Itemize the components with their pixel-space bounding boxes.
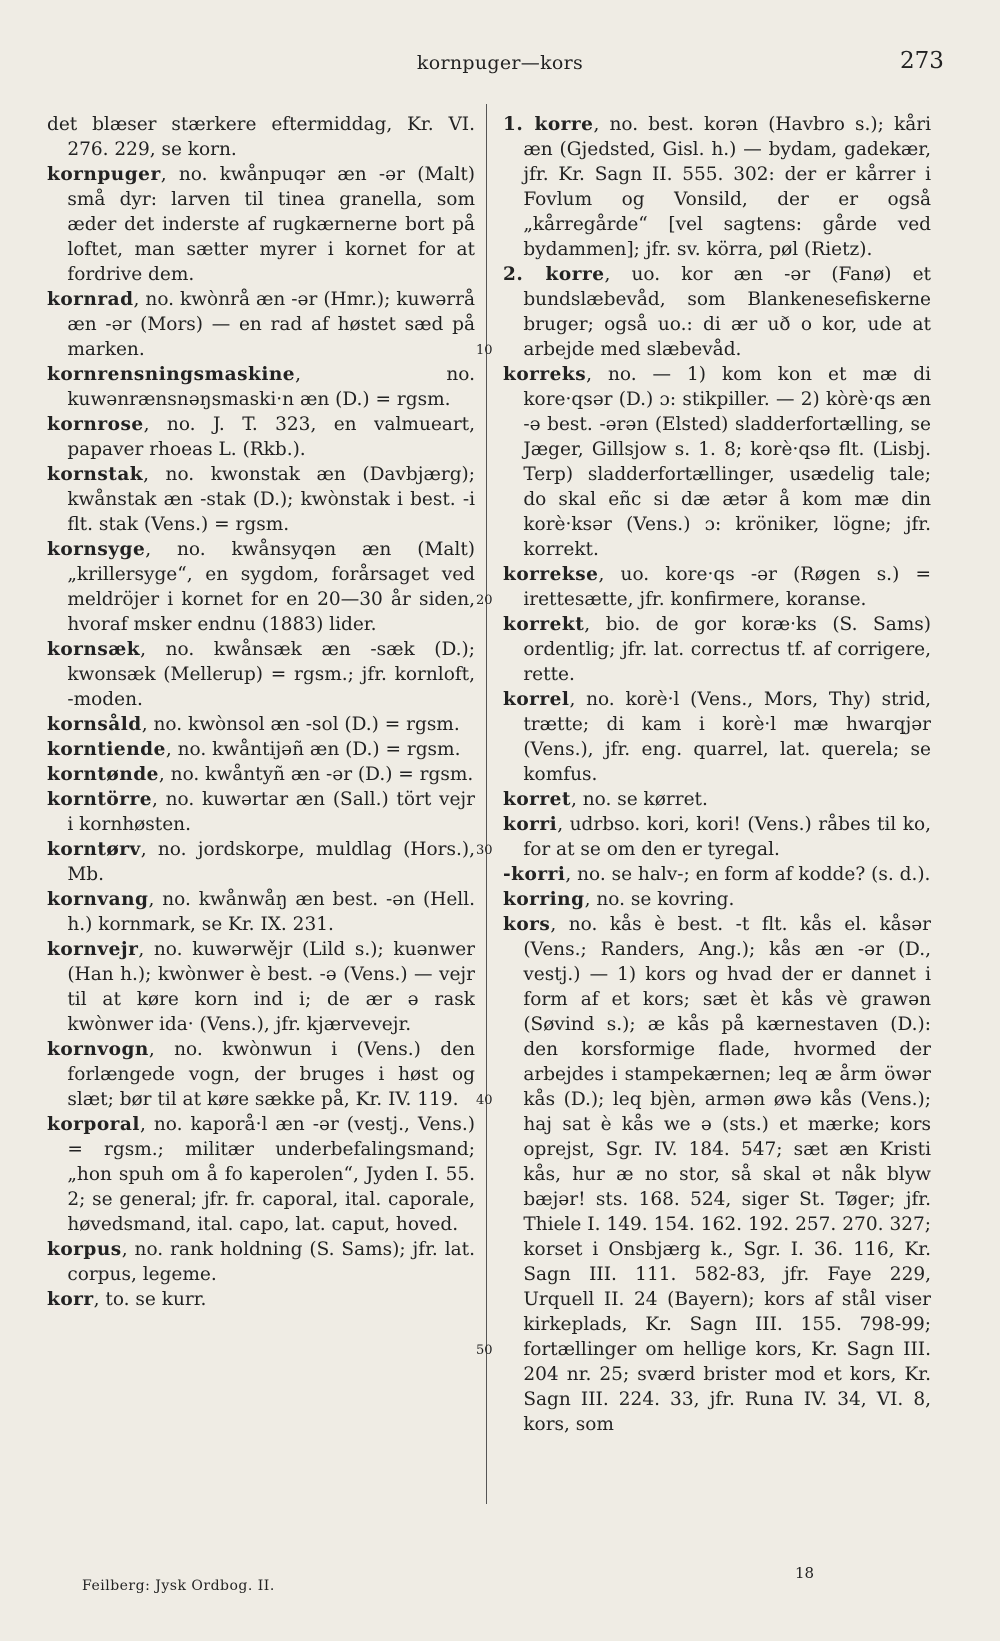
entry-definition: , no. kwònsol æn -sol (D.) = rgsm. (141, 714, 460, 735)
entry-headword: kornstak (47, 464, 144, 485)
entry-definition: , no. — 1) kom kon et mæ di kore·qsər (D.) ɔ: stikpiller. — 2) kòrè·qs æn -ə best. -ərən (Elsted) sladderfortælling, se Jæger, Gillsjow s. 1. 8; korè·qsə flt. (Lisbj. Terp) sladderfortællinger, usædelig tale; do skal eñc si dæ ætər å kom mæ din korè·ksər (Vens.) ɔ: kröniker, lögne; jfr. korrekt. (523, 364, 931, 560)
dictionary-entry (503, 112, 931, 262)
entry-headword: kornrad (47, 289, 134, 310)
entry-definition: , no. rank holdning (S. Sams); jfr. lat. corpus, legeme. (67, 1239, 475, 1285)
entry-definition: , no. se kørret. (570, 789, 708, 810)
dictionary-entry (47, 1112, 475, 1237)
entry-headword: -korri (503, 864, 566, 885)
dictionary-entry (503, 812, 931, 862)
dictionary-entry (47, 287, 475, 362)
entry-headword: kornvogn (47, 1039, 149, 1060)
entry-definition: , udrbso. kori, kori! (Vens.) råbes til ko, for at se om den er tyregal. (523, 814, 931, 860)
entry-headword: korring (503, 889, 585, 910)
dictionary-entry (47, 837, 475, 887)
entry-headword: korrekt (503, 614, 585, 635)
right-column (503, 112, 931, 1572)
dictionary-entry (47, 887, 475, 937)
entry-headword: korntønde (47, 764, 159, 785)
entry-headword: korporal (47, 1114, 140, 1135)
entry-definition: , no. kuwərwějr (Lild s.); kuənwer (Han h.); kwònwer è best. -ə (Vens.) — vejr til at køre korn ind i; de ær ə rask kwònwer ida· (Vens.), jfr. kjærvevejr. (67, 939, 475, 1035)
entry-definition: , no. kwåntijəñ æn (D.) = rgsm. (165, 739, 461, 760)
dictionary-entry (47, 1287, 475, 1312)
line-number-50: 50 (476, 1343, 493, 1358)
entry-definition: , no. se kovring. (584, 889, 735, 910)
dictionary-entry (47, 537, 475, 637)
line-number-20: 20 (476, 593, 493, 608)
entry-definition: , no. kaporå·l æn -ər (vestj., Vens.) = rgsm.; militær underbefalingsmand; „hon spuh om å fo kaperolen“, Jyden I. 55. 2; se general; jfr. fr. caporal, ital. caporale, høvedsmand, ital. capo, lat. caput, hoved. (67, 1114, 475, 1235)
entry-headword: kornvejr (47, 939, 139, 960)
entry-definition: , no. kwånwåŋ æn best. -ən (Hell. h.) kornmark, se Kr. IX. 231. (67, 889, 475, 935)
dictionary-entry (503, 912, 931, 1437)
entry-definition: det blæser stærkere eftermiddag, Kr. VI. 276. 229, se korn. (47, 114, 475, 160)
dictionary-entry (503, 687, 931, 787)
dictionary-entry (47, 762, 475, 787)
dictionary-entry (503, 562, 931, 612)
dictionary-entry (47, 112, 475, 162)
dictionary-entry (47, 712, 475, 737)
column-divider (486, 104, 487, 1504)
entry-headword: kors (503, 914, 551, 935)
entry-definition: , no. kuwərtar æn (Sall.) tört vejr i kornhøsten. (67, 789, 475, 835)
line-number-30: 30 (476, 843, 493, 858)
dictionary-entry (47, 462, 475, 537)
entry-headword: korri (503, 814, 558, 835)
dictionary-entry (503, 612, 931, 687)
entry-headword: korntörre (47, 789, 153, 810)
page-number: 273 (900, 48, 944, 74)
dictionary-entry (47, 162, 475, 287)
entry-definition: , to. se kurr. (93, 1289, 207, 1310)
line-number-40: 40 (476, 1093, 493, 1108)
dictionary-entry (47, 937, 475, 1037)
entry-definition: , no. kås è best. -t flt. kås el. kåsər (Vens.; Randers, Ang.); kås æn -ər (D., vestj.) — 1) kors og hvad der er dannet i form af et kors; sæt èt kås vè grawən (Søvind s.); æ kås på kærnestaven (D.): den korsformige flade, hvormed der arbejdes i stampekærnen; leq æ årm öwər kås (D.); leq bjèn, armən øwə kås (Vens.); haj sat è kås we ə (sts.) et mærke; kors oprejst, Sgr. IV. 184. 547; sæt æn Kristi kås, hur æ no stor, så skal ət nåk blyw bæjər! sts. 168. 524, siger St. Tøger; jfr. Thiele I. 149. 154. 162. 192. 257. 270. 327; korset i Onsbjærg k., Sgr. I. 36. 116, Kr. Sagn III. 111. 582-83, jfr. Faye 229, Urquell II. 24 (Bayern); kors af stål viser kirkeplads, Kr. Sagn III. 155. 798-99; fortællinger om hellige kors, Kr. Sagn III. 204 nr. 25; sværd brister mod et kors, Kr. Sagn III. 224. 33, jfr. Runa IV. 34, VI. 8, kors, som (523, 914, 931, 1435)
entry-headword: korrekse (503, 564, 599, 585)
entry-definition: , no. best. korən (Havbro s.); kåri æn (Gjedsted, Gisl. h.) — bydam, gadekær, jfr. Kr. Sagn II. 555. 302: der er kårrer i Fovlum og Vonsild, der er også „kårregårde“ [vel sagtens: gårde ved bydammen]; jfr. sv. körra, pøl (Rietz). (523, 114, 931, 260)
entry-definition: , uo. kor æn -ər (Fanø) et bundslæbevåd, som Blankenesefiskerne bruger; også uo.: di ær uð o kor, ude at arbejde med slæbevåd. (523, 264, 931, 360)
entry-definition: , no. kwånsæk æn -sæk (D.); kwonsæk (Mellerup) = rgsm.; jfr. kornloft, -moden. (67, 639, 475, 710)
entry-headword: korntørv (47, 839, 141, 860)
entry-headword: kornpuger (47, 164, 161, 185)
entry-definition: , no. kwonstak æn (Davbjærg); kwånstak æn -stak (D.); kwònstak i best. -i flt. stak (Vens.) = rgsm. (67, 464, 475, 535)
dictionary-entry (503, 787, 931, 812)
dictionary-entry (47, 637, 475, 712)
footer-source: Feilberg: Jysk Ordbog. II. (82, 1578, 275, 1594)
entry-definition: , bio. de gor koræ·ks (S. Sams) ordentlig; jfr. lat. correctus tf. af corrigere, rette. (523, 614, 931, 685)
entry-headword: kornrose (47, 414, 144, 435)
entry-definition: , no. korè·l (Vens., Mors, Thy) strid, trætte; di kam i korè·l mæ hwarqjər (Vens.), jfr. eng. quarrel, lat. querela; se komfus. (523, 689, 931, 785)
dictionary-entry (503, 887, 931, 912)
entry-definition: , no. jordskorpe, muldlag (Hors.), Mb. (67, 839, 475, 885)
entry-headword: kornsyge (47, 539, 146, 560)
dictionary-entry (503, 362, 931, 562)
dictionary-entry (503, 862, 931, 887)
entry-definition: , no. kwånpuqər æn -ər (Malt) små dyr: larven til tinea granella, som æder det inderste af rugkærnerne bort på loftet, man sætter myrer i kornet for at fordrive dem. (67, 164, 475, 285)
dictionary-entry (47, 362, 475, 412)
entry-definition: , no. se halv-; en form af kodde? (s. d.). (565, 864, 931, 885)
entry-headword: 1. korre (503, 114, 594, 135)
entry-definition: , uo. kore·qs -ər (Røgen s.) = irettesætte, jfr. konfirmere, koranse. (523, 564, 931, 610)
entry-definition: , no. kuwənrænsnəŋsmaski·n æn (D.) = rgsm. (67, 364, 475, 410)
entry-headword: kornrensningsmaskine (47, 364, 296, 385)
dictionary-entry (503, 262, 931, 362)
left-column (47, 112, 475, 1572)
entry-definition: , no. kwåntyñ æn -ər (D.) = rgsm. (158, 764, 474, 785)
entry-headword: kornsæk (47, 639, 141, 660)
entry-headword: korpus (47, 1239, 122, 1260)
dictionary-entry (47, 737, 475, 762)
entry-headword: korrel (503, 689, 570, 710)
entry-headword: korret (503, 789, 571, 810)
entry-headword: 2. korre (503, 264, 605, 285)
dictionary-entry (47, 787, 475, 837)
entry-definition: , no. J. T. 323, en valmueart, papaver rhoeas L. (Rkb.). (67, 414, 475, 460)
entry-headword: korntiende (47, 739, 166, 760)
entry-definition: , no. kwònwun i (Vens.) den forlængede vogn, der bruges i høst og slæt; bør til at køre sække på, Kr. IV. 119. (67, 1039, 475, 1110)
entry-definition: , no. kwånsyqən æn (Malt) „krillersyge“, en sygdom, forårsaget ved meldröjer i kornet for en 20—30 år siden, hvoraf msker endnu (1883) lider. (67, 539, 475, 635)
printer-signature: 18 (795, 1564, 815, 1582)
dictionary-entry (47, 412, 475, 462)
dictionary-entry (47, 1237, 475, 1287)
entry-headword: kornsåld (47, 714, 142, 735)
entry-headword: korreks (503, 364, 587, 385)
entry-headword: kornvang (47, 889, 149, 910)
entry-definition: , no. kwònrå æn -ər (Hmr.); kuwərrå æn -ər (Mors) — en rad af høstet sæd på marken. (67, 289, 475, 360)
entry-headword: korr (47, 1289, 94, 1310)
running-header: kornpuger—kors (416, 52, 584, 74)
line-number-10: 10 (476, 343, 493, 358)
dictionary-entry (47, 1037, 475, 1112)
